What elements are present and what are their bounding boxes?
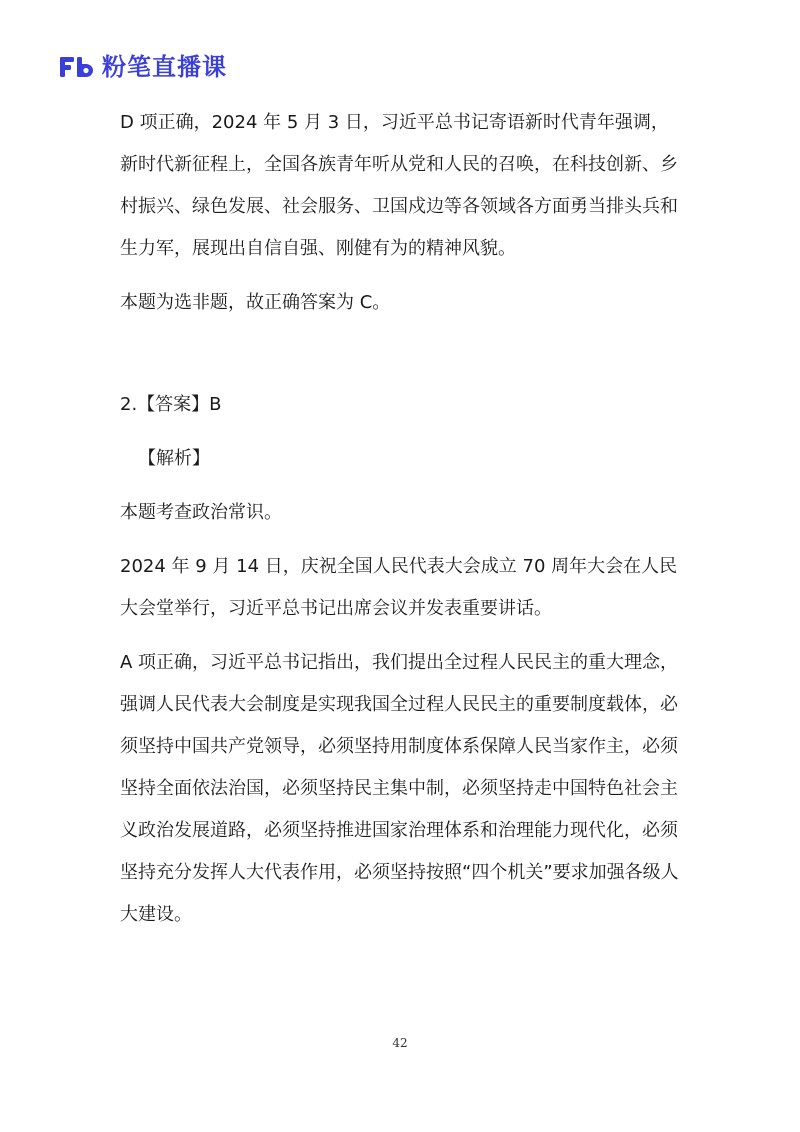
brand-text: 粉笔直播课 xyxy=(102,53,227,81)
context-q2: 2024 年 9 月 14 日，庆祝全国人民代表大会成立 70 周年大会在人民大会堂举行，习近平总书记出席会议并发表重要讲话。 xyxy=(120,556,678,619)
answer-heading-q2: 2.【答案】B xyxy=(120,394,222,415)
topic-q2: 本题考查政治常识。 xyxy=(120,502,282,523)
document-body xyxy=(120,102,680,948)
section-spacer xyxy=(120,336,680,384)
conclusion-q1: 本题为选非题，故正确答案为 C。 xyxy=(120,292,391,313)
analysis-label: 【解析】 xyxy=(138,448,210,469)
paragraph-option-d: D 项正确，2024 年 5 月 3 日，习近平总书记寄语新时代青年强调，新时代新征程上，全国各族青年听从党和人民的召唤，在科技创新、乡村振兴、绿色发展、社会服务、卫国戍边等各领域各方面勇当排头兵和生力军，展现出自信自强、刚健有为的精神风貌。 xyxy=(120,112,678,259)
brand-logo xyxy=(58,52,227,82)
paragraph-option-a: A 项正确，习近平总书记指出，我们提出全过程人民民主的重大理念，强调人民代表大会制度是实现我国全过程人民民主的重要制度载体，必须坚持中国共产党领导，必须坚持用制度体系保障人民当家作主，必须坚持全面依法治国，必须坚持民主集中制，必须坚持走中国特色社会主义政治发展道路，必须坚持推进国家治理体系和治理能力现代化，必须坚持充分发挥人大代表作用，必须坚持按照“四个机关”要求加强各级人大建设。 xyxy=(120,652,679,925)
fb-logo-icon xyxy=(58,54,96,80)
page-number: 42 xyxy=(392,1036,408,1050)
